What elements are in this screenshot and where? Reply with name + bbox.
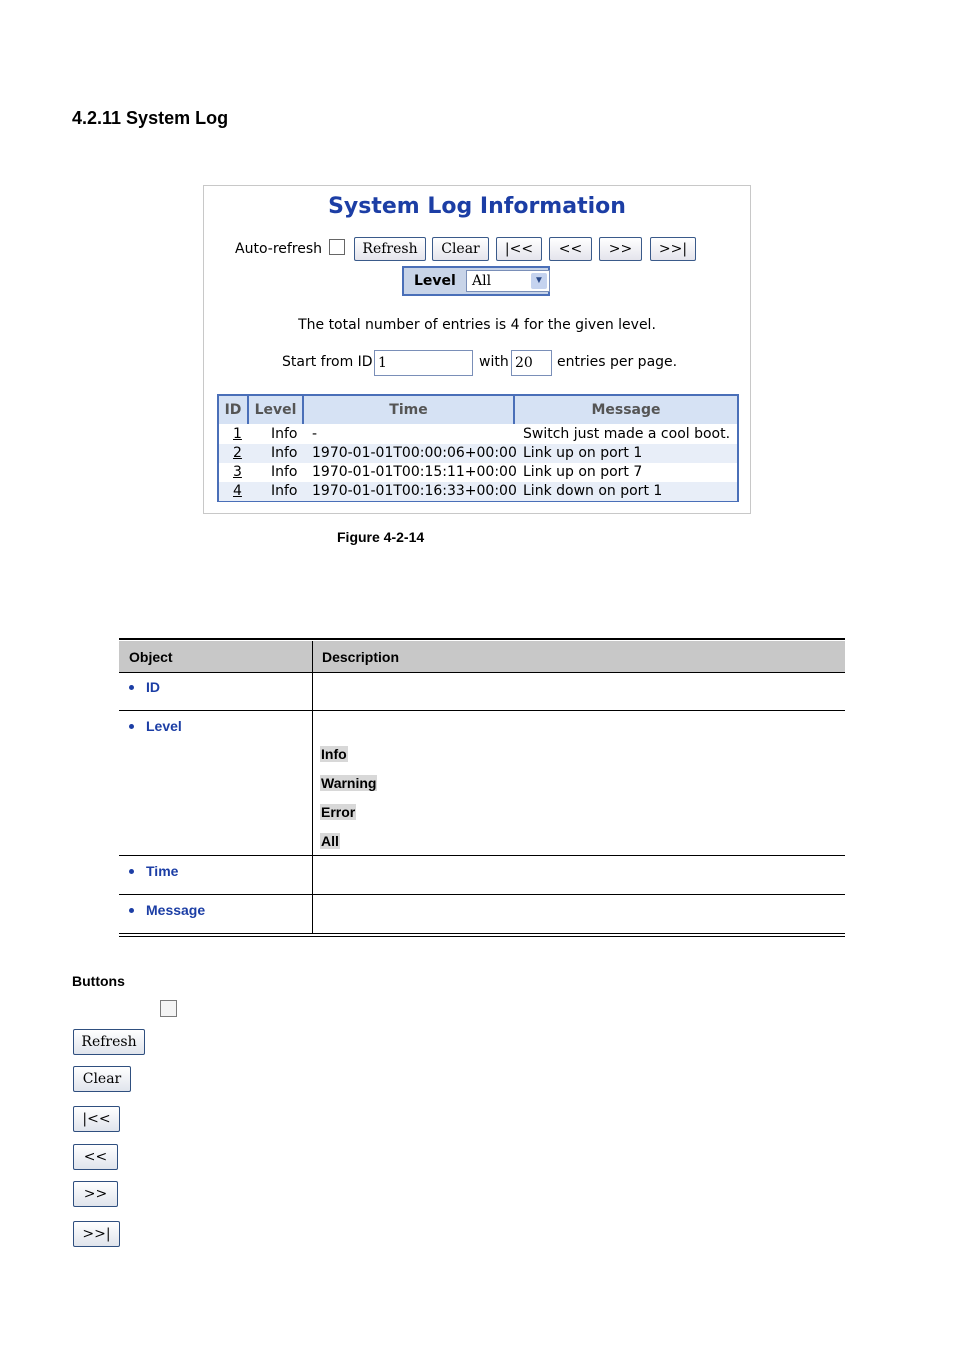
auto-refresh-checkbox-example[interactable] bbox=[160, 1000, 177, 1017]
object-time: Time bbox=[146, 863, 179, 879]
auto-refresh-checkbox[interactable] bbox=[329, 239, 345, 255]
table-bottom-rule bbox=[119, 933, 845, 934]
table-row bbox=[219, 482, 737, 501]
row-divider bbox=[119, 894, 845, 895]
level-filter bbox=[402, 266, 550, 296]
column-header-message: Message bbox=[515, 396, 737, 424]
prev-page-button-example[interactable]: << bbox=[73, 1144, 118, 1170]
row-message: Link up on port 7 bbox=[523, 464, 643, 480]
column-header-time: Time bbox=[304, 396, 515, 424]
entries-per-page-label: entries per page. bbox=[557, 354, 678, 370]
column-header-object: Object bbox=[129, 649, 173, 665]
table-header-row bbox=[119, 641, 845, 673]
row-divider bbox=[119, 672, 845, 673]
row-id-link[interactable]: 4 bbox=[233, 483, 242, 499]
system-log-screenshot bbox=[203, 185, 751, 514]
row-level: Info bbox=[271, 445, 298, 461]
bullet-icon bbox=[129, 908, 134, 913]
row-message: Link up on port 1 bbox=[523, 445, 643, 461]
next-page-button[interactable]: >> bbox=[599, 237, 642, 261]
prev-page-button[interactable]: << bbox=[549, 237, 592, 261]
column-divider bbox=[312, 641, 313, 934]
refresh-button-example[interactable]: Refresh bbox=[73, 1029, 145, 1055]
figure-caption: Figure 4-2-14 bbox=[337, 529, 425, 545]
refresh-button[interactable]: Refresh bbox=[354, 237, 426, 261]
row-time: 1970-01-01T00:00:06+00:00 bbox=[312, 445, 517, 461]
bullet-icon bbox=[129, 685, 134, 690]
row-divider bbox=[119, 710, 845, 711]
last-page-button-example[interactable]: >>| bbox=[73, 1221, 120, 1247]
table-row bbox=[219, 463, 737, 482]
last-page-button[interactable]: >>| bbox=[650, 237, 696, 261]
row-id-link[interactable]: 2 bbox=[233, 445, 242, 461]
level-select-value: All bbox=[472, 273, 492, 289]
next-page-button-example[interactable]: >> bbox=[73, 1181, 118, 1207]
level-option-all: All bbox=[321, 833, 339, 849]
clear-button-example[interactable]: Clear bbox=[73, 1066, 131, 1092]
row-level: Info bbox=[271, 464, 298, 480]
with-label: with bbox=[479, 354, 509, 370]
row-level: Info bbox=[271, 426, 298, 442]
auto-refresh-label: Auto-refresh bbox=[235, 241, 323, 257]
level-option-error: Error bbox=[321, 804, 356, 820]
total-entries-text: The total number of entries is 4 for the given level. bbox=[298, 317, 656, 333]
column-header-id: ID bbox=[219, 396, 249, 424]
start-id-input[interactable]: 1 bbox=[374, 350, 473, 376]
table-top-rule bbox=[119, 638, 845, 640]
figure-title: System Log Information bbox=[328, 194, 626, 219]
row-time: 1970-01-01T00:16:33+00:00 bbox=[312, 483, 517, 499]
object-description-table bbox=[119, 638, 845, 937]
start-from-label: Start from ID bbox=[282, 354, 373, 370]
column-header-level: Level bbox=[249, 396, 304, 424]
table-row bbox=[219, 444, 737, 463]
row-time: - bbox=[312, 426, 318, 442]
level-select[interactable] bbox=[466, 270, 550, 292]
table-row bbox=[219, 425, 737, 444]
row-id-link[interactable]: 3 bbox=[233, 464, 242, 480]
level-label: Level bbox=[414, 273, 456, 289]
bullet-icon bbox=[129, 869, 134, 874]
row-message: Switch just made a cool boot. bbox=[523, 426, 731, 442]
object-level: Level bbox=[146, 718, 182, 734]
column-header-description: Description bbox=[322, 649, 400, 665]
first-page-button[interactable]: |<< bbox=[496, 237, 542, 261]
object-id: ID bbox=[146, 679, 160, 695]
log-table bbox=[217, 394, 739, 502]
row-level: Info bbox=[271, 483, 298, 499]
first-page-button-example[interactable]: |<< bbox=[73, 1106, 120, 1132]
object-message: Message bbox=[146, 902, 206, 918]
table-bottom-rule bbox=[119, 936, 845, 937]
level-option-warning: Warning bbox=[321, 775, 377, 791]
bullet-icon bbox=[129, 724, 134, 729]
row-divider bbox=[119, 855, 845, 856]
row-message: Link down on port 1 bbox=[523, 483, 663, 499]
chevron-down-icon[interactable]: ▼ bbox=[531, 273, 547, 289]
section-title: 4.2.11 System Log bbox=[72, 108, 229, 128]
row-id-link[interactable]: 1 bbox=[233, 426, 242, 442]
level-option-info: Info bbox=[321, 746, 347, 762]
clear-button[interactable]: Clear bbox=[432, 237, 489, 261]
row-time: 1970-01-01T00:15:11+00:00 bbox=[312, 464, 517, 480]
entries-per-page-input[interactable]: 20 bbox=[511, 350, 552, 376]
buttons-heading: Buttons bbox=[72, 973, 125, 989]
